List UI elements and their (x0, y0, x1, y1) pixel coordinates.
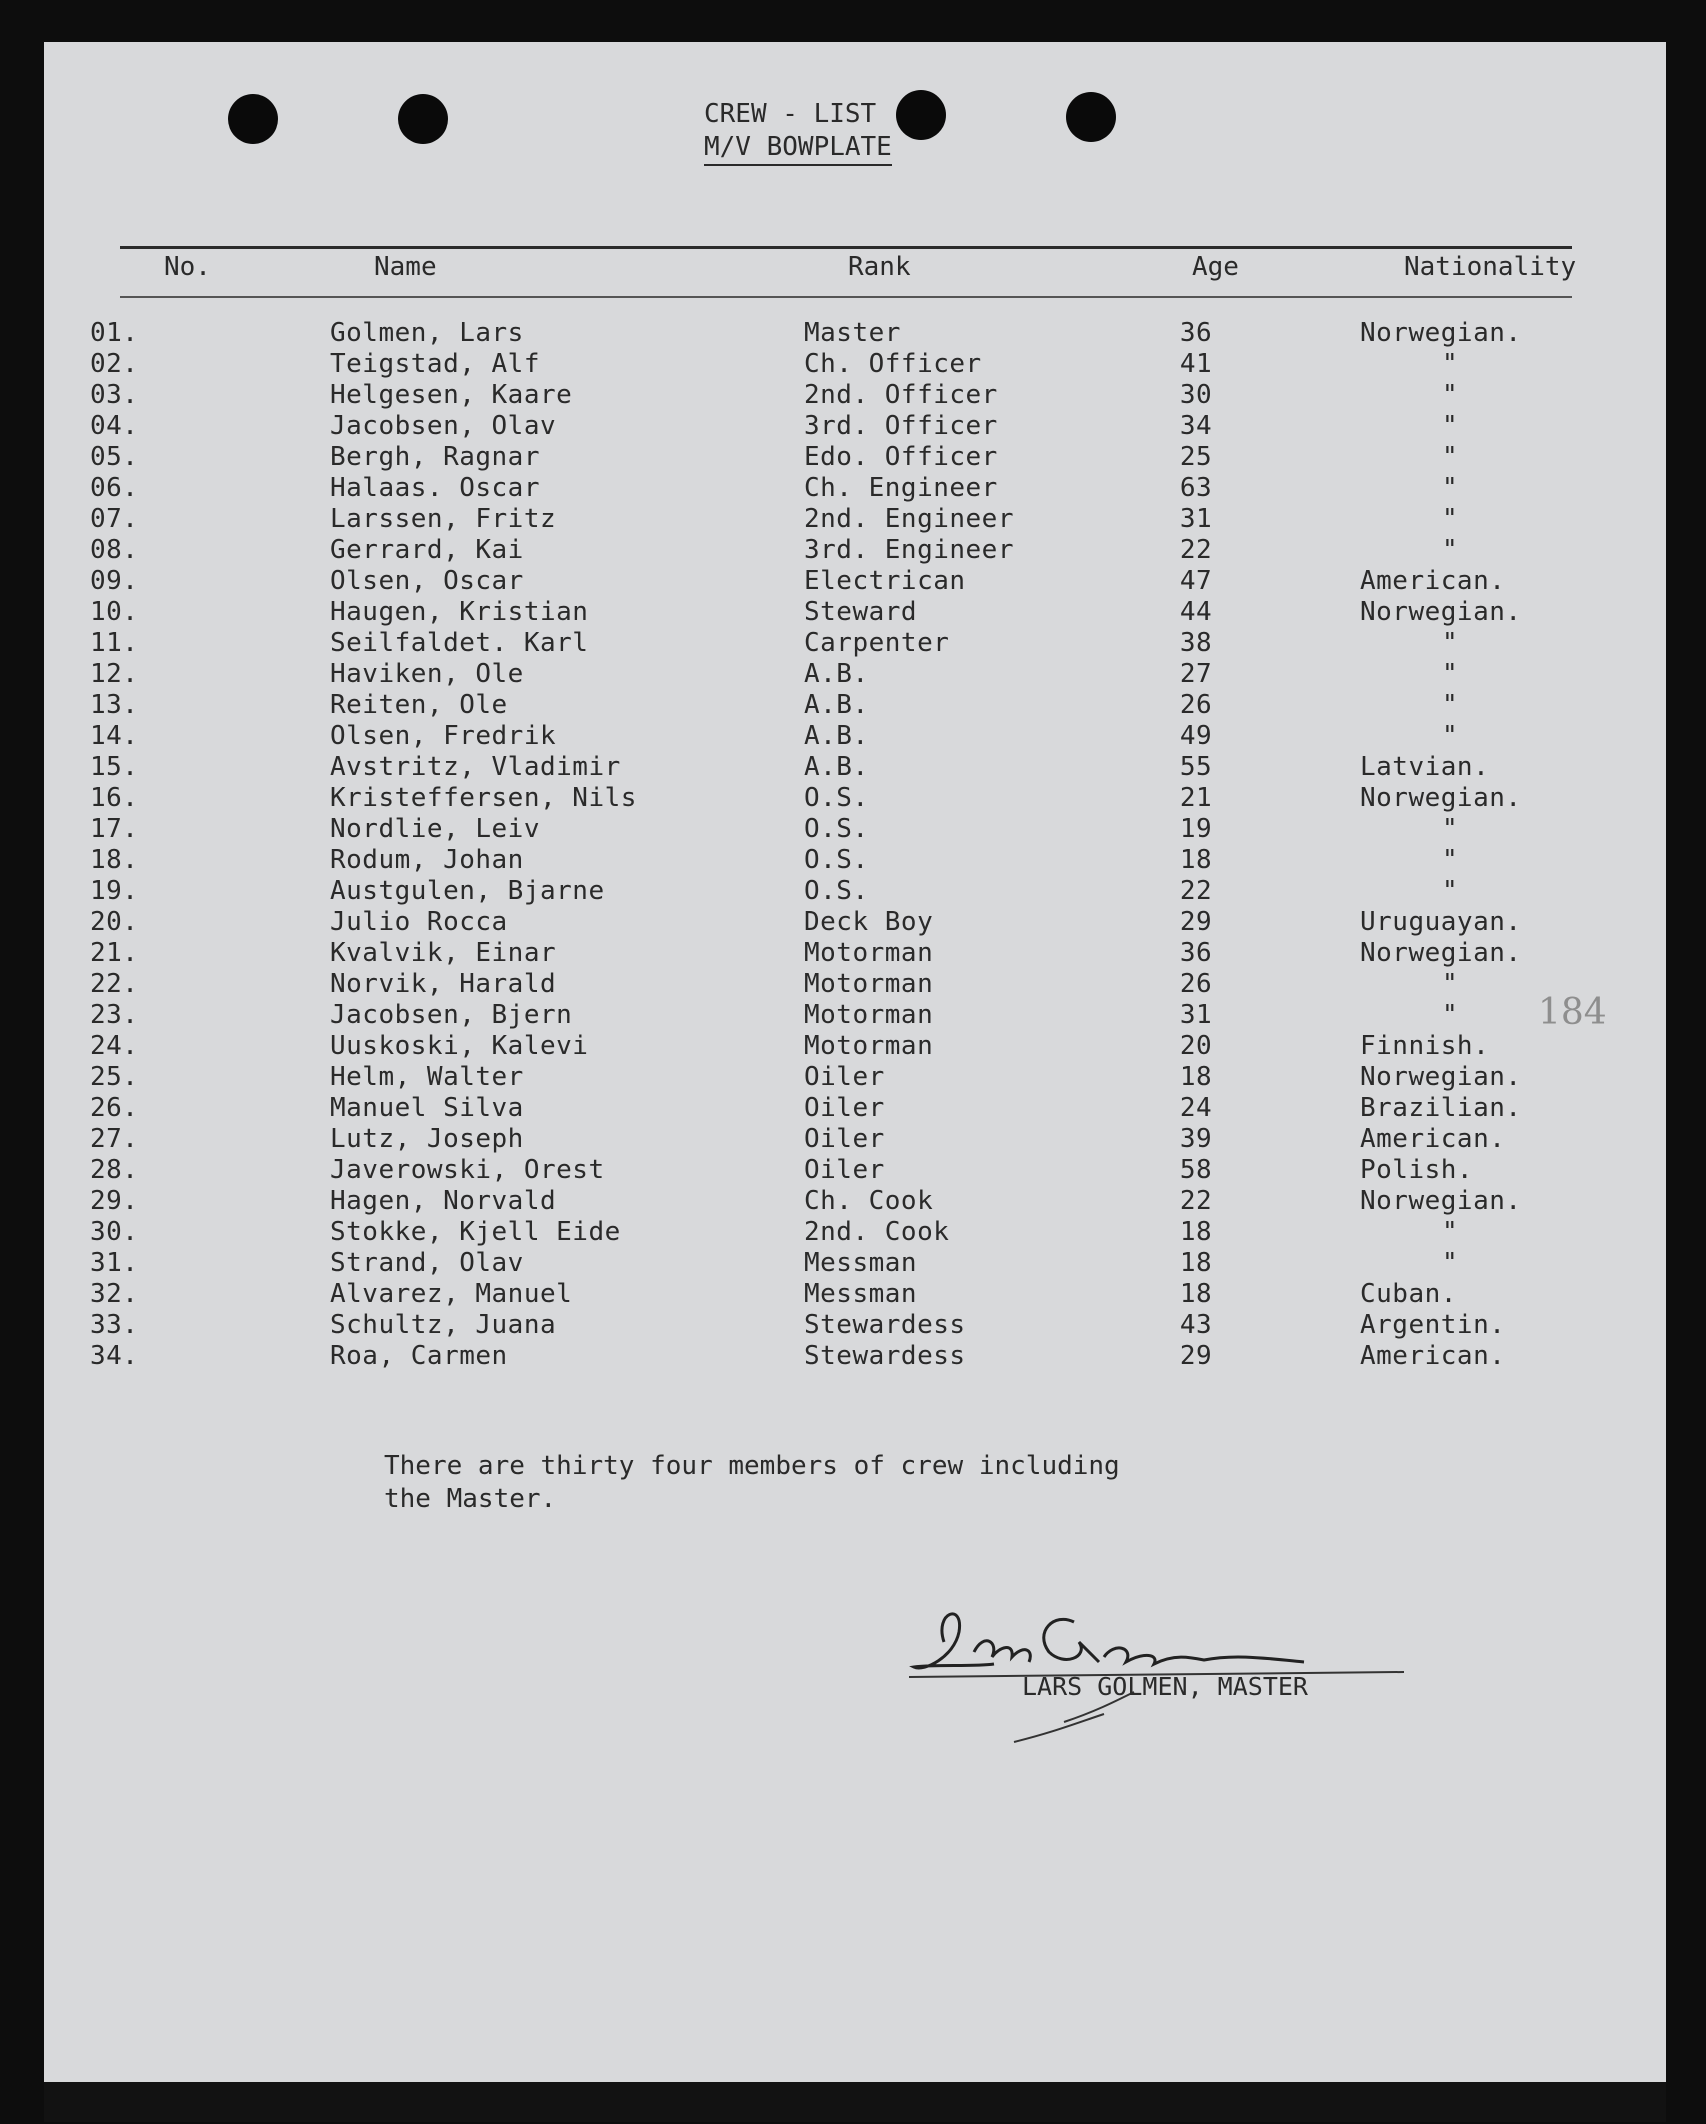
crew-no: 32. (90, 1279, 139, 1309)
crew-nationality: " (1442, 876, 1459, 906)
handwritten-signature (904, 1572, 1464, 1762)
crew-rank: Ch. Engineer (804, 473, 998, 503)
header-rank: Rank (848, 252, 911, 282)
crew-rank: A.B. (804, 659, 869, 689)
table-row (44, 318, 1666, 349)
crew-rank: Edo. Officer (804, 442, 998, 472)
crew-rank: O.S. (804, 876, 869, 906)
table-row (44, 442, 1666, 473)
crew-nationality: " (1442, 1248, 1459, 1278)
crew-no: 26. (90, 1093, 139, 1123)
crew-name: Roa, Carmen (330, 1341, 508, 1371)
title-line-1: CREW - LIST (704, 99, 877, 129)
crew-no: 16. (90, 783, 139, 813)
crew-no: 23. (90, 1000, 139, 1030)
crew-nationality: " (1442, 1217, 1459, 1247)
crew-no: 20. (90, 907, 139, 937)
crew-no: 05. (90, 442, 139, 472)
crew-nationality: American. (1360, 1124, 1506, 1154)
table-row (44, 566, 1666, 597)
table-row (44, 1248, 1666, 1279)
crew-name: Alvarez, Manuel (330, 1279, 573, 1309)
table-row (44, 1217, 1666, 1248)
crew-age: 36 (1179, 938, 1213, 968)
crew-no: 02. (90, 349, 139, 379)
table-row (44, 1186, 1666, 1217)
crew-age: 22 (1179, 535, 1213, 565)
crew-nationality: Uruguayan. (1360, 907, 1522, 937)
crew-age: 47 (1179, 566, 1213, 596)
crew-name: Kvalvik, Einar (330, 938, 557, 968)
crew-name: Julio Rocca (330, 907, 508, 937)
crew-name: Javerowski, Orest (330, 1155, 605, 1185)
table-row (44, 876, 1666, 907)
crew-no: 24. (90, 1031, 139, 1061)
crew-rank: Steward (804, 597, 918, 627)
note-line-1: There are thirty four members of crew including (384, 1451, 1120, 1481)
crew-no: 09. (90, 566, 139, 596)
crew-nationality: American. (1360, 566, 1506, 596)
crew-rank: 3rd. Engineer (804, 535, 1014, 565)
crew-age: 29 (1179, 1341, 1213, 1371)
crew-no: 19. (90, 876, 139, 906)
table-row (44, 690, 1666, 721)
crew-no: 25. (90, 1062, 139, 1092)
crew-table (44, 318, 1666, 1372)
crew-age: 24 (1179, 1093, 1213, 1123)
crew-no: 12. (90, 659, 139, 689)
crew-nationality: Norwegian. (1360, 1062, 1522, 1092)
vessel-name: M/V BOWPLATE (704, 131, 892, 166)
crew-age: 44 (1179, 597, 1213, 627)
crew-age: 18 (1179, 1248, 1213, 1278)
crew-nationality: " (1442, 380, 1459, 410)
crew-nationality: Finnish. (1360, 1031, 1490, 1061)
crew-rank: Oiler (804, 1093, 885, 1123)
crew-rank: Motorman (804, 1031, 934, 1061)
crew-nationality: " (1442, 659, 1459, 689)
crew-name: Austgulen, Bjarne (330, 876, 605, 906)
crew-name: Helgesen, Kaare (330, 380, 573, 410)
crew-name: Golmen, Lars (330, 318, 524, 348)
crew-age: 31 (1179, 504, 1213, 534)
table-row (44, 1310, 1666, 1341)
crew-no: 22. (90, 969, 139, 999)
crew-no: 31. (90, 1248, 139, 1278)
crew-rank: Motorman (804, 938, 934, 968)
crew-age: 29 (1179, 907, 1213, 937)
table-row (44, 845, 1666, 876)
crew-age: 63 (1179, 473, 1213, 503)
crew-age: 22 (1179, 1186, 1213, 1216)
crew-rank: Motorman (804, 1000, 934, 1030)
crew-age: 38 (1179, 628, 1213, 658)
crew-nationality: " (1442, 845, 1459, 875)
table-row (44, 504, 1666, 535)
crew-no: 15. (90, 752, 139, 782)
crew-rank: 2nd. Cook (804, 1217, 950, 1247)
table-row (44, 597, 1666, 628)
crew-nationality: Norwegian. (1360, 1186, 1522, 1216)
crew-age: 18 (1179, 1279, 1213, 1309)
header-nationality: Nationality (1404, 252, 1577, 282)
crew-age: 22 (1179, 876, 1213, 906)
crew-name: Jacobsen, Bjern (330, 1000, 573, 1030)
crew-nationality: " (1442, 814, 1459, 844)
crew-rank: Messman (804, 1248, 918, 1278)
crew-rank: O.S. (804, 845, 869, 875)
scan-edge (44, 2082, 1666, 2122)
table-header (120, 252, 1580, 288)
header-age: Age (1192, 252, 1239, 282)
crew-no: 01. (90, 318, 139, 348)
crew-nationality: " (1442, 442, 1459, 472)
crew-name: Olsen, Oscar (330, 566, 524, 596)
crew-nationality: Argentin. (1360, 1310, 1506, 1340)
table-row (44, 814, 1666, 845)
crew-rank: 2nd. Engineer (804, 504, 1014, 534)
table-row (44, 1124, 1666, 1155)
note-line-2: the Master. (384, 1484, 557, 1514)
table-row (44, 659, 1666, 690)
table-row (44, 1155, 1666, 1186)
crew-nationality: Polish. (1360, 1155, 1474, 1185)
crew-age: 31 (1179, 1000, 1213, 1030)
crew-rank: Stewardess (804, 1310, 966, 1340)
crew-no: 34. (90, 1341, 139, 1371)
crew-age: 21 (1179, 783, 1213, 813)
crew-rank: Ch. Officer (804, 349, 982, 379)
crew-name: Bergh, Ragnar (330, 442, 540, 472)
crew-name: Schultz, Juana (330, 1310, 557, 1340)
crew-no: 28. (90, 1155, 139, 1185)
crew-nationality: " (1442, 535, 1459, 565)
header-rule-top (120, 246, 1572, 249)
table-row (44, 783, 1666, 814)
crew-age: 20 (1179, 1031, 1213, 1061)
crew-age: 36 (1179, 318, 1213, 348)
crew-name: Avstritz, Vladimir (330, 752, 621, 782)
table-row (44, 1093, 1666, 1124)
crew-rank: Oiler (804, 1124, 885, 1154)
crew-name: Jacobsen, Olav (330, 411, 557, 441)
crew-name: Lutz, Joseph (330, 1124, 524, 1154)
header-name: Name (374, 252, 437, 282)
crew-name: Olsen, Fredrik (330, 721, 557, 751)
header-rule-bottom (120, 296, 1572, 298)
crew-no: 03. (90, 380, 139, 410)
table-row (44, 1341, 1666, 1372)
header-no: No. (164, 252, 211, 282)
crew-rank: Oiler (804, 1062, 885, 1092)
crew-nationality: Cuban. (1360, 1279, 1457, 1309)
crew-age: 26 (1179, 969, 1213, 999)
crew-name: Manuel Silva (330, 1093, 524, 1123)
crew-rank: Motorman (804, 969, 934, 999)
crew-name: Seilfaldet. Karl (330, 628, 589, 658)
document-page (44, 42, 1666, 2082)
crew-rank: Oiler (804, 1155, 885, 1185)
crew-age: 27 (1179, 659, 1213, 689)
crew-nationality: " (1442, 411, 1459, 441)
crew-nationality: " (1442, 349, 1459, 379)
table-row (44, 1000, 1666, 1031)
crew-nationality: Norwegian. (1360, 597, 1522, 627)
crew-nationality: Latvian. (1360, 752, 1490, 782)
crew-rank: Ch. Cook (804, 1186, 934, 1216)
crew-nationality: " (1442, 969, 1459, 999)
crew-no: 11. (90, 628, 139, 658)
crew-rank: Messman (804, 1279, 918, 1309)
crew-no: 30. (90, 1217, 139, 1247)
crew-age: 49 (1179, 721, 1213, 751)
punch-hole-left (228, 94, 278, 144)
crew-no: 29. (90, 1186, 139, 1216)
table-row (44, 752, 1666, 783)
crew-name: Strand, Olav (330, 1248, 524, 1278)
crew-rank: O.S. (804, 783, 869, 813)
crew-nationality: American. (1360, 1341, 1506, 1371)
crew-age: 19 (1179, 814, 1213, 844)
crew-nationality: " (1442, 504, 1459, 534)
crew-rank: Electrican (804, 566, 966, 596)
table-row (44, 349, 1666, 380)
crew-age: 55 (1179, 752, 1213, 782)
crew-no: 18. (90, 845, 139, 875)
page-number: 184 (1538, 992, 1607, 1033)
crew-rank: O.S. (804, 814, 869, 844)
crew-nationality: Brazilian. (1360, 1093, 1522, 1123)
crew-rank: A.B. (804, 752, 869, 782)
crew-rank: 3rd. Officer (804, 411, 998, 441)
crew-age: 43 (1179, 1310, 1213, 1340)
crew-no: 14. (90, 721, 139, 751)
crew-name: Reiten, Ole (330, 690, 508, 720)
crew-rank: A.B. (804, 721, 869, 751)
table-row (44, 1279, 1666, 1310)
crew-rank: Deck Boy (804, 907, 934, 937)
crew-no: 06. (90, 473, 139, 503)
crew-name: Uuskoski, Kalevi (330, 1031, 589, 1061)
crew-no: 13. (90, 690, 139, 720)
table-row (44, 628, 1666, 659)
crew-age: 58 (1179, 1155, 1213, 1185)
crew-age: 25 (1179, 442, 1213, 472)
table-row (44, 411, 1666, 442)
crew-nationality: Norwegian. (1360, 318, 1522, 348)
crew-rank: 2nd. Officer (804, 380, 998, 410)
crew-name: Norvik, Harald (330, 969, 557, 999)
crew-nationality: " (1442, 721, 1459, 751)
crew-rank: Carpenter (804, 628, 950, 658)
table-row (44, 969, 1666, 1000)
signatory-name: LARS GOLMEN, MASTER (1022, 1672, 1308, 1701)
table-row (44, 721, 1666, 752)
crew-no: 10. (90, 597, 139, 627)
crew-name: Stokke, Kjell Eide (330, 1217, 621, 1247)
crew-age: 26 (1179, 690, 1213, 720)
crew-no: 17. (90, 814, 139, 844)
signature-block (904, 1572, 1464, 1762)
crew-age: 30 (1179, 380, 1213, 410)
table-row (44, 907, 1666, 938)
table-row (44, 1062, 1666, 1093)
crew-rank: A.B. (804, 690, 869, 720)
punch-hole-center-left (398, 94, 448, 144)
crew-no: 33. (90, 1310, 139, 1340)
crew-name: Haviken, Ole (330, 659, 524, 689)
crew-name: Rodum, Johan (330, 845, 524, 875)
crew-no: 07. (90, 504, 139, 534)
crew-no: 08. (90, 535, 139, 565)
crew-name: Halaas. Oscar (330, 473, 540, 503)
document-title (704, 98, 1024, 166)
crew-nationality: Norwegian. (1360, 783, 1522, 813)
crew-name: Larssen, Fritz (330, 504, 557, 534)
crew-age: 41 (1179, 349, 1213, 379)
crew-name: Kristeffersen, Nils (330, 783, 637, 813)
table-row (44, 380, 1666, 411)
table-row (44, 1031, 1666, 1062)
crew-name: Hagen, Norvald (330, 1186, 557, 1216)
crew-nationality: " (1442, 690, 1459, 720)
crew-rank: Master (804, 318, 901, 348)
crew-no: 04. (90, 411, 139, 441)
crew-age: 39 (1179, 1124, 1213, 1154)
crew-name: Nordlie, Leiv (330, 814, 540, 844)
crew-age: 18 (1179, 1217, 1213, 1247)
crew-nationality: " (1442, 628, 1459, 658)
punch-hole-right (1066, 92, 1116, 142)
crew-name: Helm, Walter (330, 1062, 524, 1092)
crew-nationality: Norwegian. (1360, 938, 1522, 968)
table-row (44, 535, 1666, 566)
crew-age: 34 (1179, 411, 1213, 441)
crew-name: Haugen, Kristian (330, 597, 589, 627)
crew-name: Teigstad, Alf (330, 349, 540, 379)
crew-name: Gerrard, Kai (330, 535, 524, 565)
crew-rank: Stewardess (804, 1341, 966, 1371)
crew-no: 27. (90, 1124, 139, 1154)
crew-age: 18 (1179, 845, 1213, 875)
table-row (44, 473, 1666, 504)
crew-count-note (384, 1450, 1284, 1516)
crew-age: 18 (1179, 1062, 1213, 1092)
table-row (44, 938, 1666, 969)
crew-nationality: " (1442, 1000, 1459, 1030)
crew-nationality: " (1442, 473, 1459, 503)
crew-no: 21. (90, 938, 139, 968)
